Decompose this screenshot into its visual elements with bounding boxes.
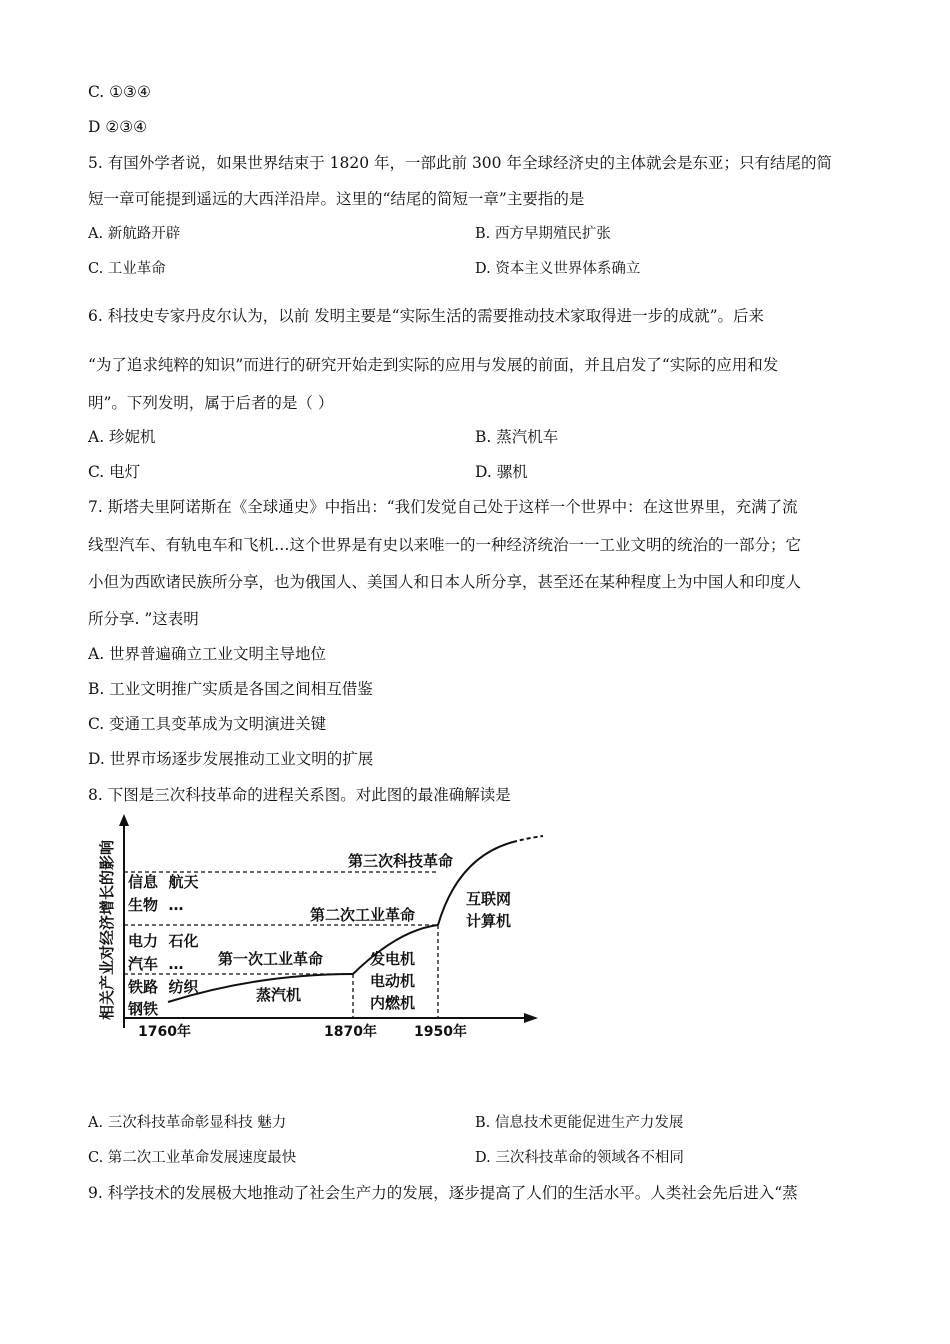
label-second-revolution: 第二次工业革命: [310, 906, 416, 924]
q7-option-d: D. 世界市场逐步发展推动工业文明的扩展: [88, 750, 374, 768]
q8-option-c: C. 第二次工业革命发展速度最快: [88, 1150, 297, 1166]
q7-stem-line1: 7. 斯塔夫里阿诺斯在《全球通史》中指出：“我们发觉自己处于这样一个世界中：在这世界里，充满了流: [88, 498, 798, 516]
tech-revolution-figure: [88, 812, 548, 1044]
q5-option-d: D. 资本主义世界体系确立: [475, 261, 641, 277]
label-generator: 发电机: [370, 950, 416, 968]
label-first-revolution: 第一次工业革命: [218, 950, 324, 968]
label-automobile: 汽车 …: [128, 955, 184, 973]
label-steam-engine: 蒸汽机: [256, 986, 302, 1004]
q5-option-a: A. 新航路开辟: [88, 226, 181, 242]
q7-option-a: A. 世界普遍确立工业文明主导地位: [88, 645, 327, 663]
q5-stem-line2: 短一章可能提到遥远的大西洋沿岸。这里的“结尾的简短一章”主要指的是: [88, 190, 585, 208]
q6-stem-line2: “为了追求纯粹的知识”而进行的研究开始走到实际的应用与发展的前面，并且启发了“实际的应用和发: [88, 356, 779, 374]
xtick-1870: 1870年: [324, 1024, 377, 1040]
q6-stem-line1: 6. 科技史专家丹皮尔认为，以前 发明主要是“实际生活的需要推动技术家取得进一步的成就”。后来: [88, 307, 764, 325]
q8-option-b: B. 信息技术更能促进生产力发展: [475, 1115, 684, 1131]
q7-option-b: B. 工业文明推广实质是各国之间相互借鉴: [88, 680, 373, 698]
q9-stem-line1: 9. 科学技术的发展极大地推动了社会生产力的发展，逐步提高了人们的生活水平。人类社会先后进入“蒸: [88, 1184, 798, 1202]
q7-option-c: C. 变通工具变革成为文明演进关键: [88, 715, 327, 733]
q8-option-a: A. 三次科技革命彰显科技 魅力: [88, 1115, 287, 1131]
prev-option-d: D ②③④: [88, 118, 148, 136]
q7-stem-line4: 所分享. ”这表明: [88, 610, 199, 628]
q5-stem-line1: 5. 有国外学者说，如果世界结束于 1820 年，一部此前 300 年全球经济史的主体就会是东亚；只有结尾的简: [88, 154, 832, 172]
q8-option-d: D. 三次科技革命的领域各不相同: [475, 1150, 684, 1166]
q6-option-a: A. 珍妮机: [88, 428, 156, 446]
label-third-revolution: 第三次科技革命: [348, 852, 454, 870]
q7-stem-line2: 线型汽车、有轨电车和飞机…这个世界是有史以来唯一的一种经济统治一一工业文明的统治的一部分；它: [88, 536, 802, 554]
label-railway-textile: 铁路 纺织: [128, 978, 199, 996]
xtick-1760: 1760年: [138, 1024, 191, 1040]
q6-option-d: D. 骡机: [475, 463, 528, 481]
q7-stem-line3: 小但为西欧诸民族所分享，也为俄国人、美国人和日本人所分享，甚至还在某种程度上为中国人和印度人: [88, 573, 802, 591]
figure-ylabel: 相关产业对经济增长的影响: [98, 839, 116, 1021]
curve-third-dashed: [513, 836, 543, 842]
label-motor: 电动机: [370, 972, 416, 990]
q6-option-b: B. 蒸汽机车: [475, 428, 559, 446]
q8-stem-line1: 8. 下图是三次科技革命的进程关系图。对此图的最准确解读是: [88, 786, 511, 804]
label-biology: 生物 …: [128, 896, 184, 914]
label-electric-petrochem: 电力 石化: [128, 932, 199, 950]
label-computer: 计算机: [466, 912, 512, 930]
q6-stem-line3: 明”。下列发明，属于后者的是（ ）: [88, 394, 334, 412]
q6-option-c: C. 电灯: [88, 463, 141, 481]
y-axis-arrow: [119, 814, 129, 826]
label-info-aerospace: 信息 航天: [128, 873, 199, 891]
label-combustion-engine: 内燃机: [370, 994, 416, 1012]
label-steel: 钢铁: [128, 1000, 159, 1018]
prev-option-c: C. ①③④: [88, 83, 151, 101]
xtick-1950: 1950年: [414, 1024, 467, 1040]
x-axis-arrow: [524, 1013, 538, 1023]
label-internet: 互联网: [466, 890, 512, 908]
q5-option-b: B. 西方早期殖民扩张: [475, 226, 611, 242]
q5-option-c: C. 工业革命: [88, 261, 166, 277]
